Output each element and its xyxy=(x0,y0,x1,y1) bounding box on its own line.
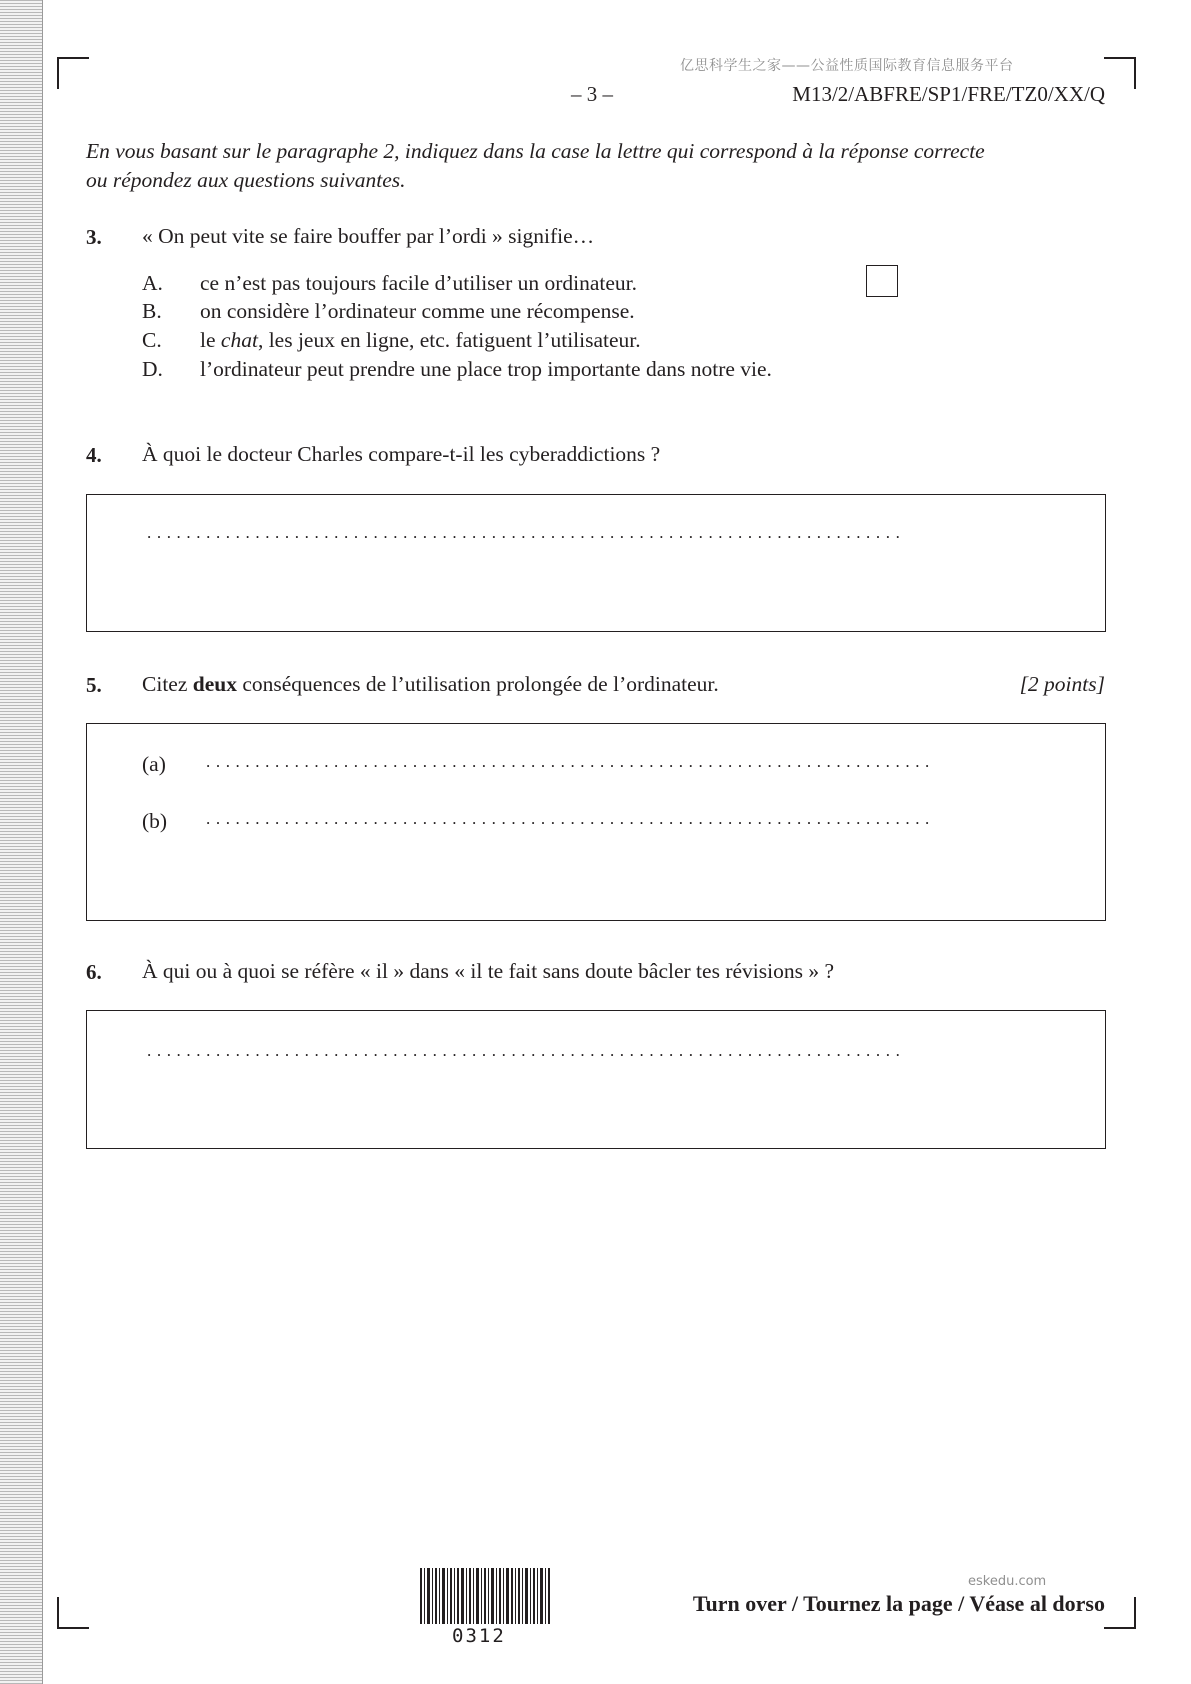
header-watermark: 亿思科学生之家——公益性质国际教育信息服务平台 xyxy=(680,58,1014,74)
option-letter: C. xyxy=(142,328,162,352)
answer-dotted-line[interactable]: ............................................................................. xyxy=(147,523,906,542)
crop-mark-bottom-left xyxy=(57,1597,89,1629)
paper-code: M13/2/ABFRE/SP1/FRE/TZ0/XX/Q xyxy=(792,82,1105,106)
option-text: , les jeux en ligne, etc. fatiguent l’utilisateur. xyxy=(257,328,641,352)
question-5-number: 5. xyxy=(86,673,102,697)
crop-mark-top-right xyxy=(1104,57,1136,89)
answer-label-b: (b) xyxy=(142,809,168,833)
option-text-emphasis: chat xyxy=(220,328,258,352)
option-letter: A. xyxy=(142,271,163,295)
question-6-text: À qui ou à quoi se réfère « il » dans « il te fait sans doute bâcler tes révisions » ? xyxy=(142,959,834,983)
instructions-line-1: En vous basant sur le paragraphe 2, indiquez dans la case la lettre qui correspond à la réponse correcte xyxy=(86,139,985,163)
answer-dotted-line[interactable]: ............................................................................. xyxy=(147,1041,906,1060)
option-d xyxy=(142,357,772,382)
barcode-icon xyxy=(420,1568,550,1624)
answer-letter-box[interactable] xyxy=(866,265,898,297)
perforated-margin xyxy=(0,0,43,1684)
option-text: l’ordinateur peut prendre une place trop importante dans notre vie. xyxy=(200,357,772,381)
barcode-number: 0312 xyxy=(452,1625,506,1647)
question-4-answer-box[interactable] xyxy=(86,494,1106,632)
crop-mark-bottom-right xyxy=(1104,1597,1136,1629)
question-5-text xyxy=(142,672,719,697)
question-6-number: 6. xyxy=(86,960,102,984)
option-text-prefix: le xyxy=(200,328,221,352)
option-text: on considère l’ordinateur comme une récompense. xyxy=(200,299,635,323)
option-a xyxy=(142,271,637,296)
option-letter: B. xyxy=(142,299,162,323)
option-text: ce n’est pas toujours facile d’utiliser un ordinateur. xyxy=(200,271,638,295)
question-3-text: « On peut vite se faire bouffer par l’ordi » signifie… xyxy=(142,224,595,248)
footer-watermark: eskedu.com xyxy=(968,1574,1047,1589)
question-5-text-before: Citez xyxy=(142,672,193,696)
crop-mark-top-left xyxy=(57,57,89,89)
answer-label-a: (a) xyxy=(142,752,166,776)
page-number: – 3 – xyxy=(571,82,613,106)
answer-b-dotted-line[interactable]: .......................................................................... xyxy=(206,809,935,828)
question-5-points: [2 points] xyxy=(1019,672,1105,696)
question-5-text-after: conséquences de l’utilisation prolongée de l’ordinateur. xyxy=(236,672,719,696)
question-5-text-bold: deux xyxy=(192,672,237,696)
answer-a-dotted-line[interactable]: .......................................................................... xyxy=(206,752,935,771)
question-3-number: 3. xyxy=(86,225,102,249)
question-4-text: À quoi le docteur Charles compare-t-il les cyberaddictions ? xyxy=(142,442,661,466)
instructions xyxy=(86,137,1106,195)
option-c xyxy=(142,328,641,353)
instructions-line-2: ou répondez aux questions suivantes. xyxy=(86,168,406,192)
option-letter: D. xyxy=(142,357,163,381)
question-4-number: 4. xyxy=(86,443,102,467)
option-b xyxy=(142,299,635,324)
turn-over-note: Turn over / Tournez la page / Véase al dorso xyxy=(692,1591,1105,1616)
question-6-answer-box[interactable] xyxy=(86,1010,1106,1149)
